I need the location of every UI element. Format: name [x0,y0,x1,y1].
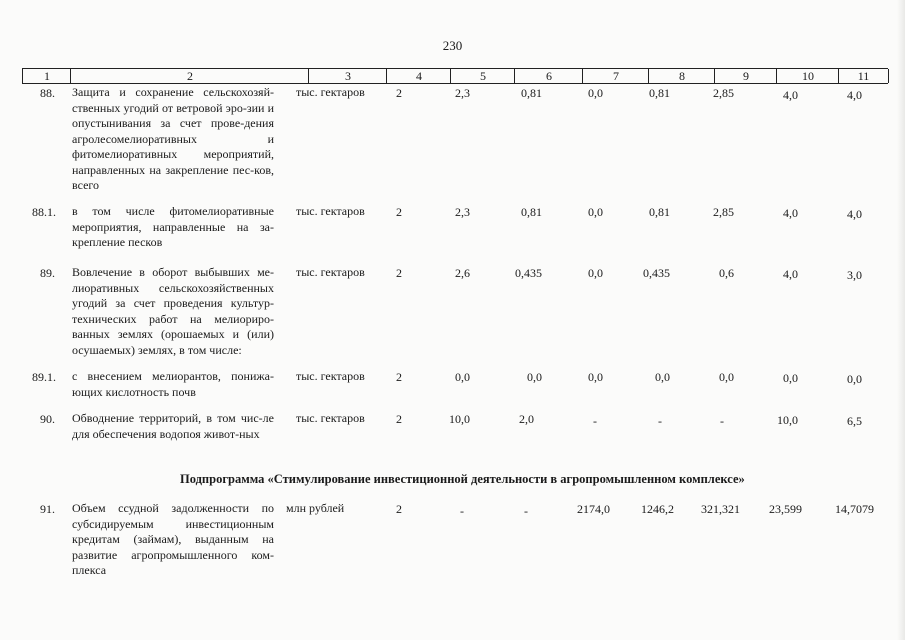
cell-c11: 3,0 [847,268,862,282]
row-description: Защита и сохранение сельскохозяй-ственных угодий от ветровой эро-зии и опустынивания за счет прове-дения агролесомелиоративных и фитомелиоративных мероприятий, направленных на закрепление пес-ков, всего [72,85,274,192]
cell-c4: 2 [396,266,402,280]
row-number: 89.1. [32,370,56,384]
cell-c8: - [658,414,662,428]
row-description: с внесением мелиорантов, понижа-ющих кислотность почв [72,369,274,399]
row-description: Обводнение территорий, в том чис-ле для обеспечения водопоя живот-ных [72,411,274,441]
cell-c11: 14,7079 [835,502,874,516]
cell-c9: - [720,414,724,428]
cell-c4: 2 [396,502,402,516]
cell-c10: 23,599 [769,502,802,516]
cell-c9: 0,6 [719,266,734,280]
cell-c10: 4,0 [783,267,798,281]
cell-c6: 0,435 [515,266,542,280]
header-col-3: 3 [308,69,387,83]
scan-edge-shadow [897,0,905,640]
header-col-10: 10 [776,69,839,83]
cell-c5: 2,3 [455,86,470,100]
cell-c11: 6,5 [847,414,862,428]
row-description: Объем ссудной задолженности по субсидируемым инвестиционным кредитам (займам), выданным на развитие агропромышленного ком-плекса [72,501,274,577]
header-col-11: 11 [838,69,889,83]
cell-c9: 0,0 [719,370,734,384]
header-col-5: 5 [450,69,515,83]
cell-c4: 2 [396,412,402,426]
cell-c7: 0,0 [588,86,603,100]
page-number: 230 [442,38,463,53]
cell-c4: 2 [396,86,402,100]
table-header-row [22,68,888,84]
header-col-7: 7 [582,69,649,83]
row-number: 89. [40,266,55,280]
cell-c5: 10,0 [449,412,470,426]
cell-c8: 0,81 [649,86,670,100]
cell-c9: 2,85 [713,205,734,219]
cell-c7: 0,0 [588,205,603,219]
cell-c6: 0,81 [521,205,542,219]
cell-c6: 0,0 [527,370,542,384]
cell-c11: 4,0 [847,88,862,102]
section-title: Подпрограмма «Стимулирование инвестиционной деятельности в агропромышленном комплексе» [180,472,745,486]
cell-c5: 2,6 [455,266,470,280]
cell-c6: 2,0 [519,412,534,426]
header-col-6: 6 [514,69,583,83]
cell-c10: 4,0 [783,88,798,102]
row-unit: тыс. гектаров [296,85,365,99]
cell-c10: 4,0 [783,206,798,220]
row-number: 90. [40,412,55,426]
row-unit: тыс. гектаров [296,265,365,279]
cell-c8: 0,0 [655,370,670,384]
cell-c10: 0,0 [783,371,798,385]
cell-c6: 0,81 [521,86,542,100]
cell-c7: 0,0 [588,370,603,384]
cell-c7: 0,0 [588,266,603,280]
header-col-1: 1 [22,69,71,83]
cell-c7: 2174,0 [577,502,610,516]
row-number: 88.1. [32,205,56,219]
header-col-8: 8 [648,69,715,83]
cell-c6: - [524,504,528,518]
row-number: 91. [40,502,55,516]
cell-c9: 321,321 [701,502,740,516]
cell-c5: - [460,504,464,518]
row-description: в том числе фитомелиоративные мероприятия, направленные на за-крепление песков [72,204,274,249]
header-col-9: 9 [714,69,777,83]
cell-c7: - [593,414,597,428]
row-unit: тыс. гектаров [296,411,365,425]
cell-c5: 2,3 [455,205,470,219]
cell-c8: 0,81 [649,205,670,219]
cell-c11: 0,0 [847,372,862,386]
cell-c10: 10,0 [777,413,798,427]
row-unit: млн рублей [286,501,345,515]
cell-c11: 4,0 [847,207,862,221]
row-description: Вовлечение в оборот выбывших ме-лиоративных сельскохозяйственных угодий за счет проведения культур-технических работ на мелиориро-ванных землях (орошаемых и (или) осушаемых) землях, в том числе: [72,265,274,357]
cell-c8: 0,435 [643,266,670,280]
cell-c9: 2,85 [713,86,734,100]
cell-c4: 2 [396,205,402,219]
header-col-4: 4 [386,69,451,83]
cell-c8: 1246,2 [641,502,674,516]
cell-c4: 2 [396,370,402,384]
row-number: 88. [40,86,55,100]
row-unit: тыс. гектаров [296,369,365,383]
header-col-2: 2 [70,69,309,83]
cell-c5: 0,0 [455,370,470,384]
row-unit: тыс. гектаров [296,204,365,218]
